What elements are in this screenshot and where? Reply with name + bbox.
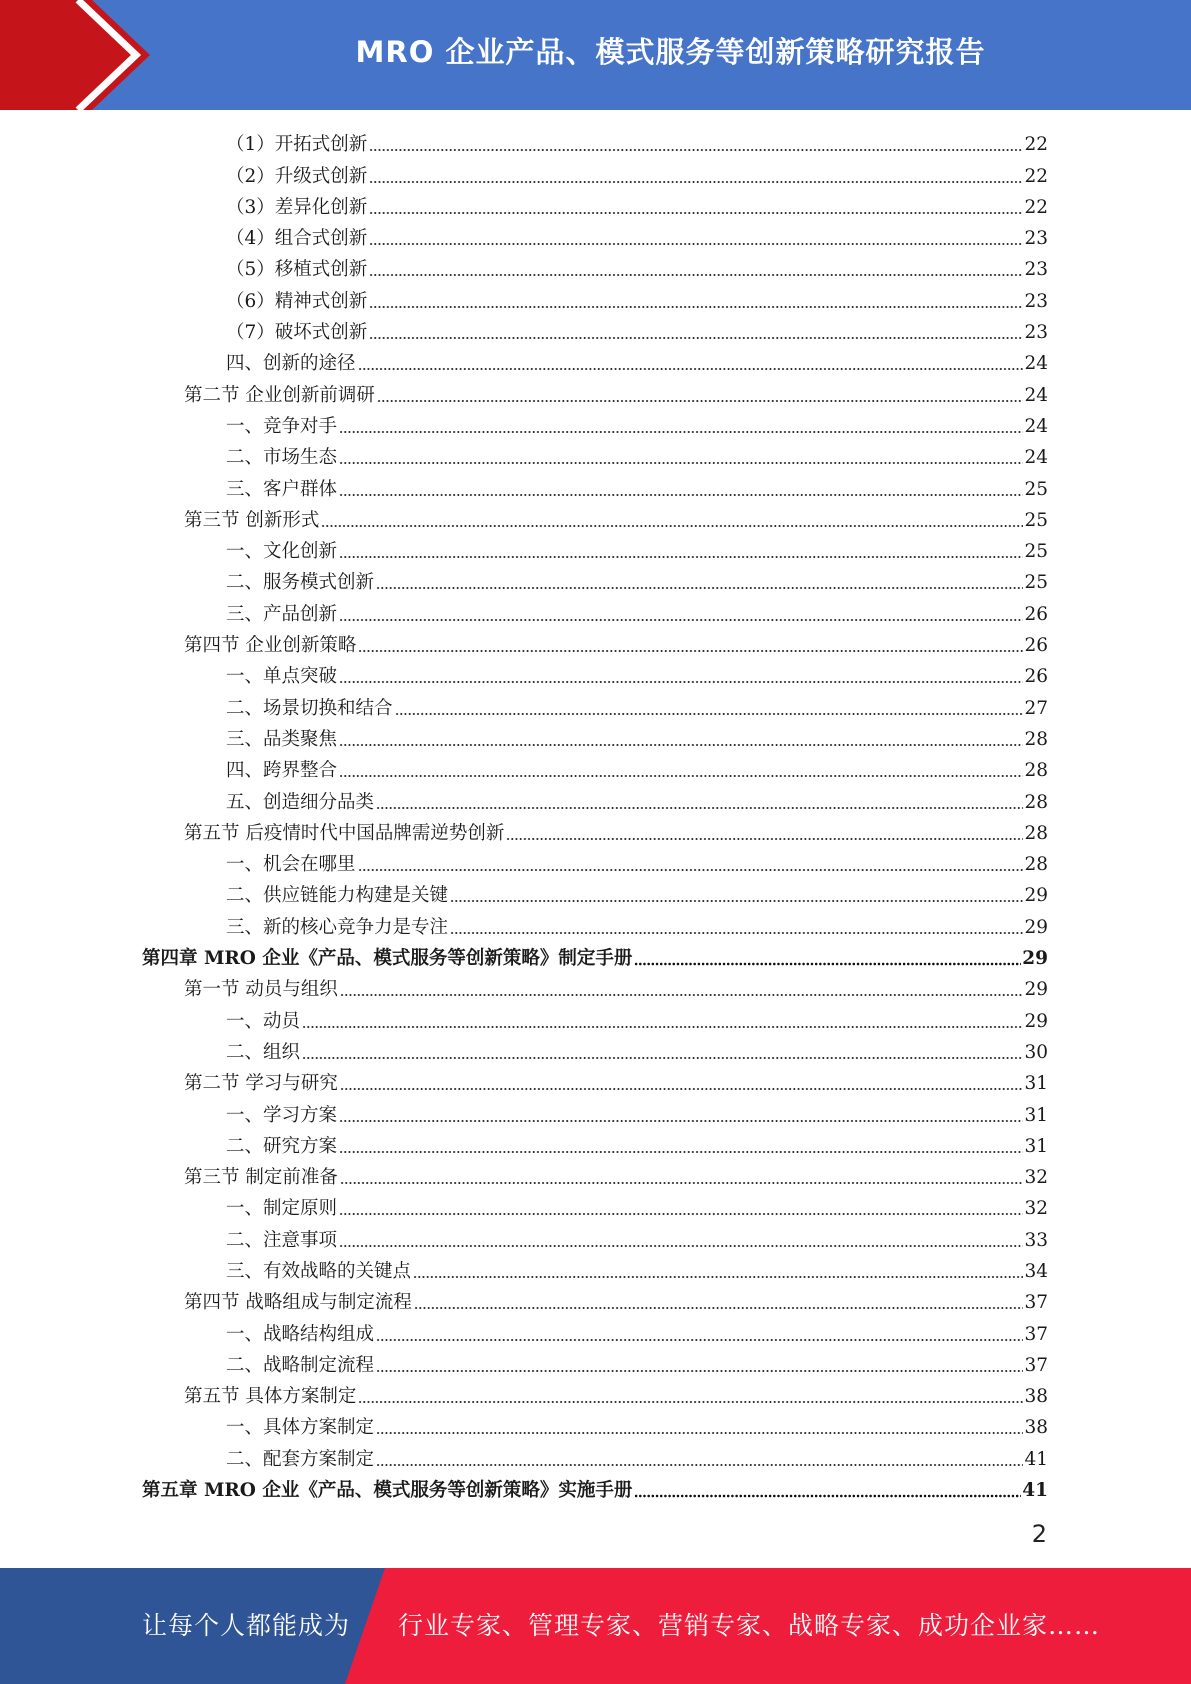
toc-entry[interactable] [0,221,1048,252]
toc-entry[interactable] [0,1097,1048,1128]
toc-entry-page: 26 [1024,635,1048,657]
dot-leader [413,1271,1023,1279]
dot-leader [358,645,1023,653]
toc-entry[interactable] [0,1129,1048,1160]
toc-entry-title: 第三节 创新形式 [184,509,320,531]
toc-entry-page: 28 [1024,854,1048,876]
header-red-block [0,0,150,110]
dot-leader [414,1302,1024,1310]
toc-entry-page: 33 [1024,1229,1048,1251]
toc-entry-page: 25 [1024,572,1048,594]
toc-entry-title: 三、有效战略的关键点 [226,1260,412,1282]
dot-leader [340,1177,1024,1185]
toc-entry-page: 23 [1024,259,1048,281]
dot-leader [340,1083,1024,1091]
toc-entry-title: 第五节 后疫情时代中国品牌需逆势创新 [184,822,505,844]
dot-leader [339,457,1023,465]
dot-leader [395,708,1024,716]
toc-entry[interactable] [0,1035,1048,1066]
dot-leader [450,895,1023,903]
toc-entry-title: 一、竞争对手 [226,415,338,437]
dot-leader [369,301,1023,309]
toc-entry-title: 三、新的核心竞争力是专注 [226,916,449,938]
toc-entry-title: 第二节 学习与研究 [184,1073,338,1095]
toc-entry-page: 26 [1024,603,1048,625]
toc-entry[interactable] [0,1441,1048,1472]
toc-entry-title: 二、场景切换和结合 [226,697,393,719]
toc-entry[interactable] [0,503,1048,534]
toc-entry-page: 24 [1024,384,1048,406]
dot-leader [634,1490,1021,1498]
toc-entry-title: 二、研究方案 [226,1135,338,1157]
dot-leader [369,207,1023,215]
toc-entry-title: 一、学习方案 [226,1104,338,1126]
toc-entry-title: 五、创造细分品类 [226,791,375,813]
toc-entry-title: 第五章 MRO 企业《产品、模式服务等创新策略》实施手册 [142,1480,633,1502]
red-arrow-icon [0,0,150,110]
toc-entry[interactable] [0,565,1048,596]
toc-entry-page: 24 [1024,447,1048,469]
toc-entry-page: 23 [1024,322,1048,344]
toc-entry-page: 38 [1024,1417,1048,1439]
toc-entry[interactable] [0,909,1048,940]
toc-entry[interactable] [0,252,1048,283]
toc-entry-title: 第四章 MRO 企业《产品、模式服务等创新策略》制定手册 [142,948,633,970]
toc-entry[interactable] [0,1066,1048,1097]
toc-entry-title: 三、产品创新 [226,603,338,625]
toc-entry-page: 29 [1024,1010,1048,1032]
toc-entry-title: 二、市场生态 [226,447,338,469]
dot-leader [506,833,1023,841]
toc-entry-title: 一、制定原则 [226,1198,338,1220]
toc-entry[interactable] [0,816,1048,847]
dot-leader [376,1427,1023,1435]
dot-leader [369,238,1023,246]
toc-entry[interactable] [0,659,1048,690]
toc-entry-page: 22 [1024,134,1048,156]
toc-entry-title: 三、客户群体 [226,478,338,500]
toc-entry-page: 31 [1024,1104,1048,1126]
page-footer [0,1568,1191,1684]
dot-leader [302,1021,1023,1029]
toc-entry-page: 24 [1024,353,1048,375]
dot-leader [369,176,1023,184]
toc-entry-page: 37 [1024,1323,1048,1345]
toc-entry-title: 一、机会在哪里 [226,854,356,876]
toc-entry-title: （1）开拓式创新 [226,134,368,156]
dot-leader [339,1146,1023,1154]
toc-entry-title: （5）移植式创新 [226,259,368,281]
toc-entry-page: 29 [1022,948,1048,970]
dot-leader [634,958,1021,966]
toc-entry-page: 28 [1024,728,1048,750]
toc-entry-page: 25 [1024,541,1048,563]
toc-entry-page: 41 [1022,1480,1048,1502]
toc-entry[interactable] [0,941,1048,972]
toc-entry[interactable] [0,972,1048,1003]
toc-entry[interactable] [0,1473,1048,1504]
toc-entry[interactable] [0,878,1048,909]
toc-entry-title: 一、战略结构组成 [226,1323,375,1345]
toc-entry[interactable] [0,596,1048,627]
toc-entry-title: 第一节 动员与组织 [184,979,338,1001]
report-title: MRO 企业产品、模式服务等创新策略研究报告 [355,35,986,69]
dot-leader [377,395,1024,403]
toc-entry[interactable] [0,158,1048,189]
toc-entry[interactable] [0,471,1048,502]
toc-entry-title: 二、配套方案制定 [226,1448,375,1470]
dot-leader [339,676,1023,684]
toc-entry[interactable] [0,784,1048,815]
toc-entry[interactable] [0,534,1048,565]
dot-leader [376,802,1023,810]
dot-leader [339,770,1023,778]
toc-entry-title: 二、组织 [226,1041,301,1063]
dot-leader [369,269,1023,277]
toc-entry-page: 37 [1024,1292,1048,1314]
toc-entry-page: 28 [1024,791,1048,813]
toc-entry-page: 41 [1024,1448,1048,1470]
toc-entry-title: （6）精神式创新 [226,290,368,312]
toc-entry-page: 22 [1024,165,1048,187]
page-number: 2 [1031,1520,1047,1548]
toc-entry-title: 第三节 制定前准备 [184,1167,338,1189]
toc-entry-title: 第四节 战略组成与制定流程 [184,1292,412,1314]
toc-entry-page: 29 [1024,885,1048,907]
toc-entry-page: 25 [1024,478,1048,500]
toc-entry-page: 29 [1024,916,1048,938]
toc-entry-page: 29 [1024,979,1048,1001]
table-of-contents [0,127,1191,1504]
dot-leader [321,520,1023,528]
dot-leader [339,489,1023,497]
toc-entry-title: （7）破坏式创新 [226,322,368,344]
toc-entry-page: 32 [1024,1167,1048,1189]
dot-leader [358,363,1024,371]
dot-leader [450,927,1023,935]
footer-slogan-left: 让每个人都能成为 [142,1611,351,1640]
toc-entry-page: 30 [1024,1041,1048,1063]
toc-entry[interactable] [0,346,1048,377]
toc-entry[interactable] [0,847,1048,878]
toc-entry[interactable] [0,1254,1048,1285]
toc-entry-title: （3）差异化创新 [226,196,368,218]
toc-entry-title: 第五节 具体方案制定 [184,1386,357,1408]
toc-entry-title: 二、供应链能力构建是关键 [226,885,449,907]
toc-entry[interactable] [0,1160,1048,1191]
toc-entry[interactable] [0,440,1048,471]
dot-leader [339,551,1023,559]
toc-entry[interactable] [0,315,1048,346]
toc-entry[interactable] [0,190,1048,221]
dot-leader [302,1052,1023,1060]
page-header [0,0,1191,110]
toc-entry-page: 34 [1024,1260,1048,1282]
toc-entry-title: 二、服务模式创新 [226,572,375,594]
toc-entry-title: 一、文化创新 [226,541,338,563]
dot-leader [376,582,1023,590]
toc-entry-page: 26 [1024,666,1048,688]
toc-entry-title: （4）组合式创新 [226,228,368,250]
dot-leader [339,426,1023,434]
toc-entry-page: 27 [1024,697,1048,719]
toc-entry-title: 第二节 企业创新前调研 [184,384,375,406]
toc-entry-page: 24 [1024,415,1048,437]
footer-slogan-right: 行业专家、管理专家、营销专家、战略专家、成功企业家…… [398,1611,1101,1640]
dot-leader [376,1334,1023,1342]
dot-leader [376,1365,1023,1373]
toc-entry[interactable] [0,1410,1048,1441]
dot-leader [339,739,1023,747]
toc-entry-page: 32 [1024,1198,1048,1220]
toc-entry-title: 二、战略制定流程 [226,1354,375,1376]
toc-entry[interactable] [0,1379,1048,1410]
toc-entry-page: 31 [1024,1073,1048,1095]
toc-entry-page: 31 [1024,1135,1048,1157]
dot-leader [358,864,1024,872]
toc-entry[interactable] [0,283,1048,314]
dot-leader [339,614,1023,622]
toc-entry[interactable] [0,377,1048,408]
dot-leader [369,332,1023,340]
dot-leader [376,1459,1023,1467]
toc-entry[interactable] [0,722,1048,753]
dot-leader [339,1208,1023,1216]
toc-entry-page: 22 [1024,196,1048,218]
toc-entry-page: 37 [1024,1354,1048,1376]
toc-entry-page: 25 [1024,509,1048,531]
toc-entry-page: 23 [1024,290,1048,312]
toc-entry-page: 28 [1024,760,1048,782]
toc-entry-title: 第四节 企业创新策略 [184,635,357,657]
toc-entry[interactable] [0,1316,1048,1347]
toc-entry[interactable] [0,409,1048,440]
toc-entry-page: 28 [1024,822,1048,844]
toc-entry-title: 三、品类聚焦 [226,728,338,750]
toc-entry-page: 38 [1024,1386,1048,1408]
dot-leader [339,1115,1023,1123]
dot-leader [369,144,1023,152]
toc-entry-title: 一、动员 [226,1010,301,1032]
dot-leader [339,1240,1023,1248]
toc-entry[interactable] [0,127,1048,158]
toc-entry-title: 一、单点突破 [226,666,338,688]
toc-entry[interactable] [0,690,1048,721]
toc-entry[interactable] [0,1348,1048,1379]
toc-entry-title: 一、具体方案制定 [226,1417,375,1439]
toc-entry[interactable] [0,1003,1048,1034]
toc-entry[interactable] [0,1191,1048,1222]
toc-entry[interactable] [0,1222,1048,1253]
toc-entry[interactable] [0,1285,1048,1316]
toc-entry-page: 23 [1024,228,1048,250]
dot-leader [358,1396,1023,1404]
toc-entry[interactable] [0,753,1048,784]
toc-entry-title: 四、跨界整合 [226,760,338,782]
toc-entry-title: 二、注意事项 [226,1229,338,1251]
toc-entry[interactable] [0,628,1048,659]
dot-leader [340,989,1024,997]
toc-entry-title: （2）升级式创新 [226,165,368,187]
toc-entry-title: 四、创新的途径 [226,353,356,375]
